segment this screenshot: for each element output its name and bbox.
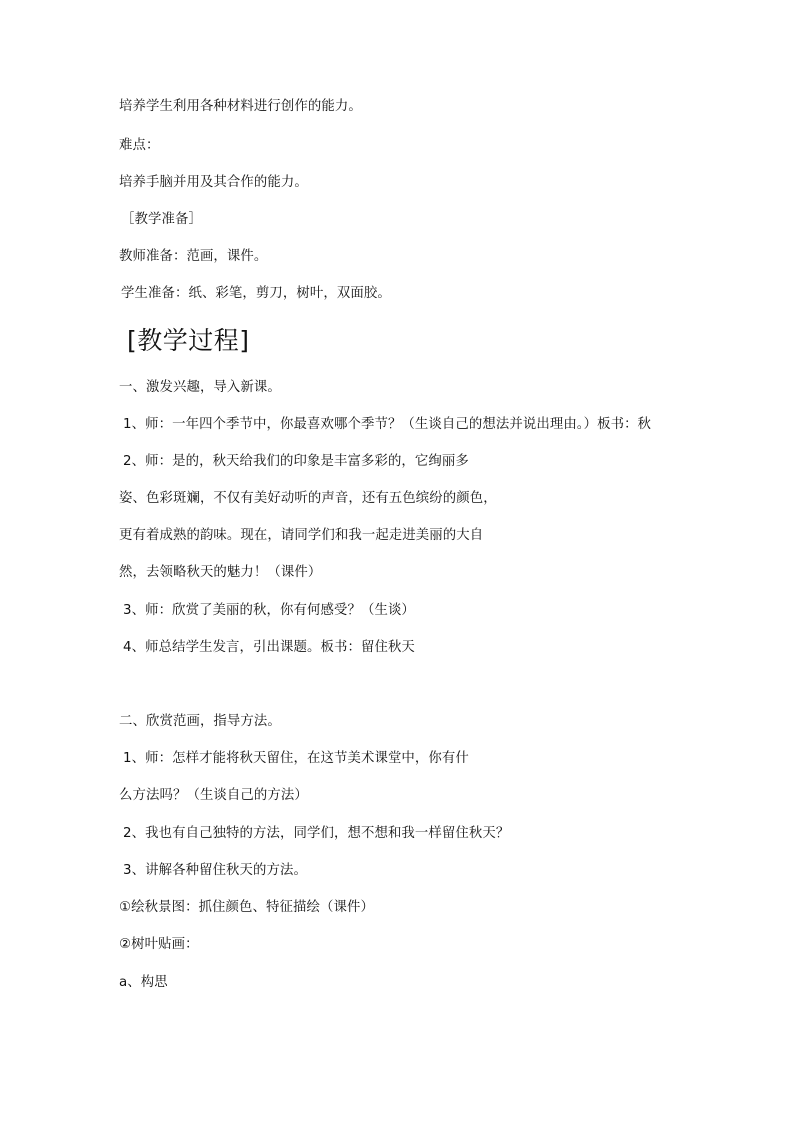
- section-heading-teaching-process: [教学过程]: [127, 326, 250, 355]
- student-preparation: 学生准备：纸、彩笔，剪刀，树叶，双面胶。: [121, 286, 391, 301]
- method-subitem-a: a、构思: [119, 975, 168, 990]
- process-step-1-3: 3、师：欣赏了美丽的秋，你有何感受？（生谈）: [123, 603, 415, 618]
- preparation-heading: ［教学准备］: [121, 212, 202, 227]
- process-step-1-2-cont-c: 然，去领略秋天的魅力！（课件）: [119, 565, 322, 580]
- process-step-1-1: 1、师：一年四个季节中，你最喜欢哪个季节？（生谈自己的想法并说出理由。）板书：秋: [123, 417, 652, 432]
- method-item-1: ①绘秋景图：抓住颜色、特征描绘（课件）: [119, 900, 374, 915]
- process-step-2-2: 2、我也有自己独特的方法，同学们，想不想和我一样留住秋天？: [123, 826, 510, 841]
- teacher-preparation: 教师准备：范画，课件。: [119, 249, 268, 264]
- difficulty-label: 难点：: [119, 138, 160, 153]
- section-title-1: 一、激发兴趣，导入新课。: [119, 380, 281, 395]
- difficulty-text: 培养手脑并用及其合作的能力。: [119, 175, 308, 190]
- process-step-1-2-cont-a: 姿、色彩斑斓，不仅有美好动听的声音，还有五色缤纷的颜色，: [119, 491, 497, 506]
- section-title-2: 二、欣赏范画，指导方法。: [119, 714, 281, 729]
- process-step-1-2: 2、师：是的，秋天给我们的印象是丰富多彩的，它绚丽多: [123, 454, 469, 469]
- process-step-2-1-cont: 么方法吗？（生谈自己的方法）: [119, 788, 308, 803]
- objective-line: 培养学生利用各种材料进行创作的能力。: [119, 99, 362, 114]
- method-item-2: ②树叶贴画：: [119, 937, 199, 952]
- process-step-2-1: 1、师：怎样才能将秋天留住，在这节美术课堂中，你有什: [123, 751, 469, 766]
- process-step-1-2-cont-b: 更有着成熟的韵味。现在，请同学们和我一起走进美丽的大自: [119, 528, 484, 543]
- process-step-2-3: 3、讲解各种留住秋天的方法。: [123, 863, 307, 878]
- process-step-1-4: 4、师总结学生发言，引出课题。板书：留住秋天: [123, 640, 415, 655]
